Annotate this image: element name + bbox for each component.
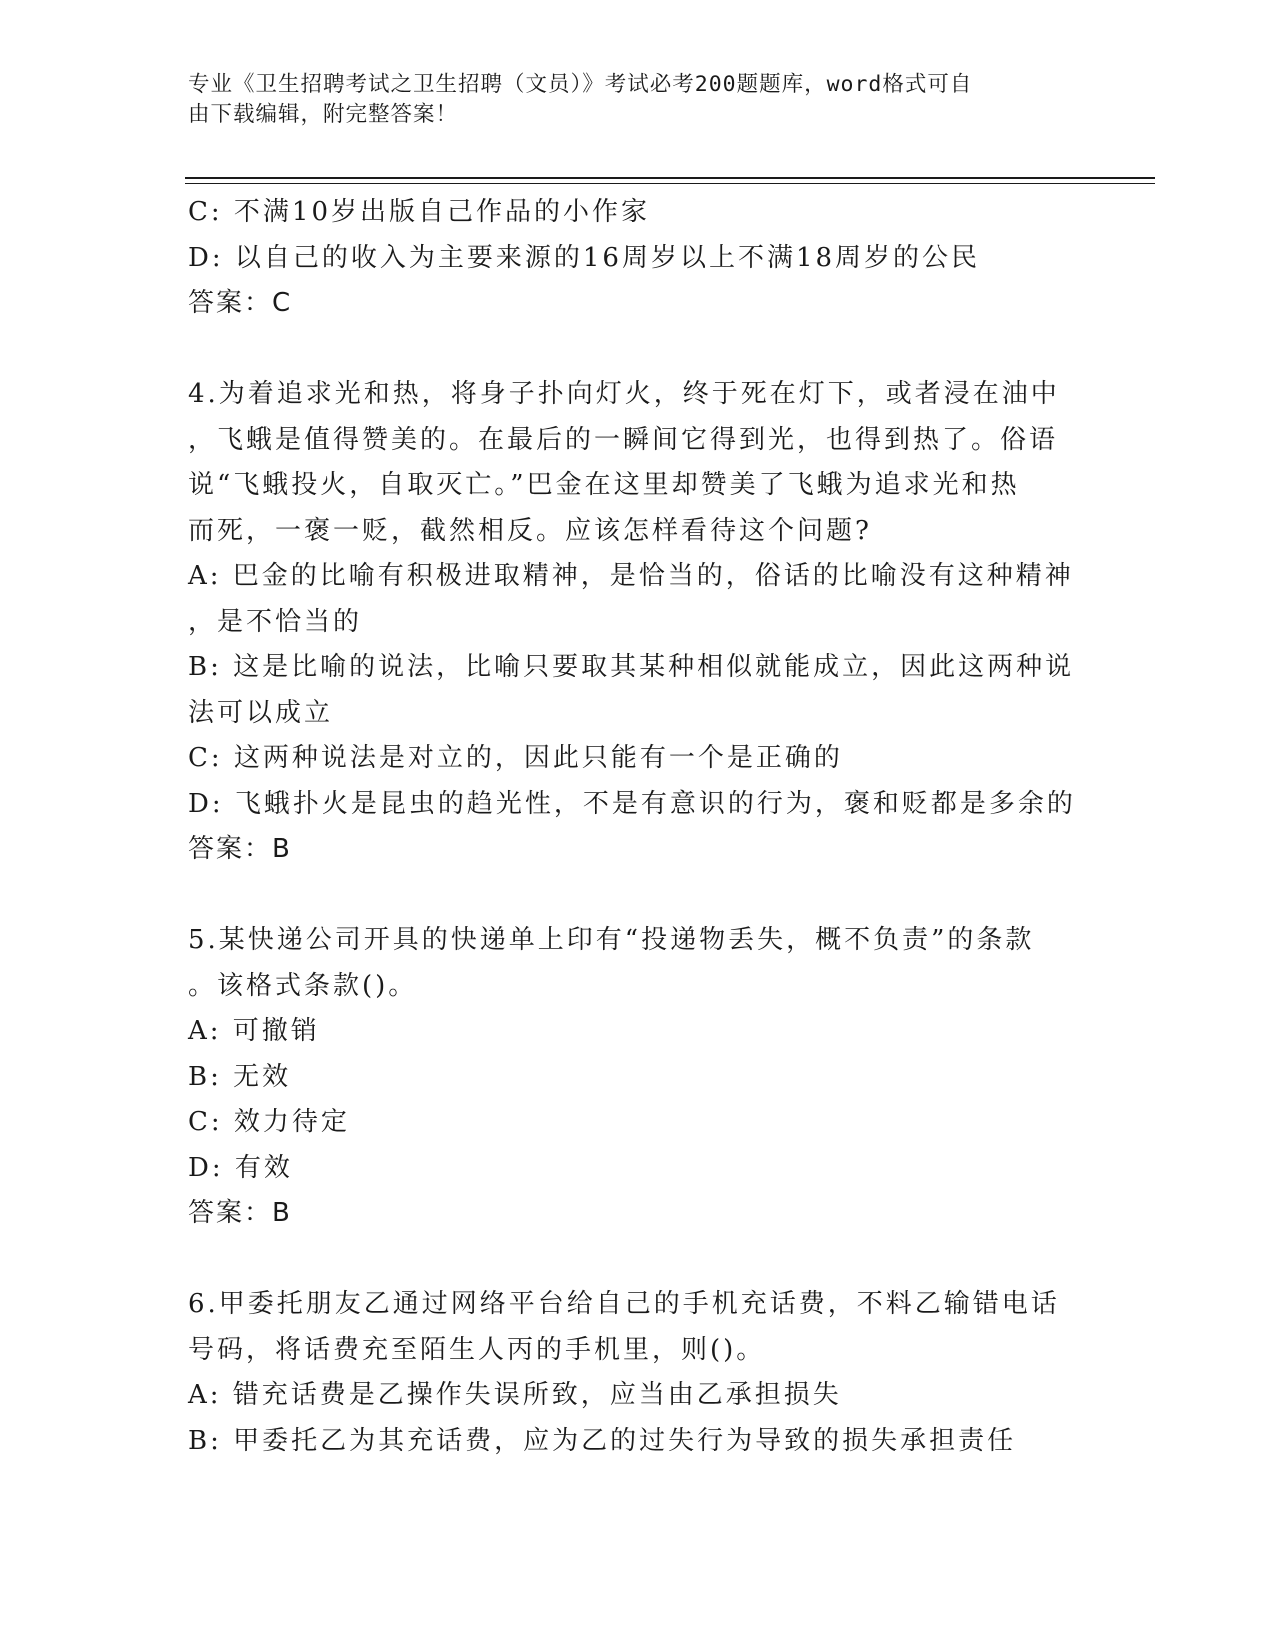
option-b: B: 这是比喻的说法，比喻只要取其某种相似就能成立，因此这两种说	[188, 652, 1075, 682]
header-rule-thick	[185, 177, 1155, 179]
header-line-1: 专业《卫生招聘考试之卫生招聘（文员）》考试必考200题题库，word格式可自	[188, 72, 973, 97]
option-b: B: 甲委托乙为其充话费，应为乙的过失行为导致的损失承担责任	[188, 1425, 1017, 1456]
option-b: B: 无效	[188, 1061, 292, 1092]
option-b-continued: 法可以成立	[188, 697, 334, 728]
question-stem: 号码，将话费充至陌生人丙的手机里，则()。	[188, 1334, 766, 1365]
option-a: A: 可撤销	[188, 1016, 320, 1046]
option-a-continued: ，是不恰当的	[188, 606, 363, 637]
option-d: D: 有效	[188, 1152, 293, 1183]
question-6	[188, 1282, 1088, 1464]
question-stem: 。该格式条款()。	[188, 970, 418, 1001]
question-5	[188, 918, 1088, 1237]
question-stem: 6.甲委托朋友乙通过网络平台给自己的手机充话费，不料乙输错电话	[188, 1289, 1060, 1319]
spacer	[188, 327, 1088, 373]
option-c: C: 不满10岁出版自己作品的小作家	[188, 197, 651, 227]
option-d: D: 以自己的收入为主要来源的16周岁以上不满18周岁的公民	[188, 242, 981, 273]
document-body	[188, 190, 1088, 1464]
spacer	[188, 1237, 1088, 1283]
question-stem: 5.某快递公司开具的快递单上印有“投递物丢失，概不负责”的条款	[188, 925, 1035, 955]
option-a: A: 错充话费是乙操作失误所致，应当由乙承担损失	[188, 1380, 842, 1410]
option-c: C: 效力待定	[188, 1107, 350, 1137]
option-c: C: 这两种说法是对立的，因此只能有一个是正确的	[188, 743, 843, 773]
header-rule-thin	[185, 183, 1155, 184]
answer-line: 答案：C	[188, 288, 293, 318]
question-stem: 4.为着追求光和热，将身子扑向灯火，终于死在灯下，或者浸在油中	[188, 379, 1060, 409]
question-stem: ，飞蛾是值得赞美的。在最后的一瞬间它得到光，也得到热了。俗语	[188, 424, 1059, 455]
header-line-2: 由下载编辑，附完整答案！	[188, 102, 459, 127]
option-d: D: 飞蛾扑火是昆虫的趋光性，不是有意识的行为，褒和贬都是多余的	[188, 788, 1076, 819]
question-stem: 而死，一褒一贬，截然相反。应该怎样看待这个问题?	[188, 515, 872, 546]
option-a: A: 巴金的比喻有积极进取精神，是恰当的，俗话的比喻没有这种精神	[188, 561, 1074, 591]
question-3	[188, 190, 1088, 327]
document-header	[188, 70, 1068, 130]
question-stem: 说“飞蛾投火，自取灭亡。”巴金在这里却赞美了飞蛾为追求光和热	[188, 470, 1020, 500]
answer-line: 答案：B	[188, 1198, 292, 1228]
answer-line: 答案：B	[188, 834, 292, 864]
question-4	[188, 372, 1088, 873]
spacer	[188, 873, 1088, 919]
